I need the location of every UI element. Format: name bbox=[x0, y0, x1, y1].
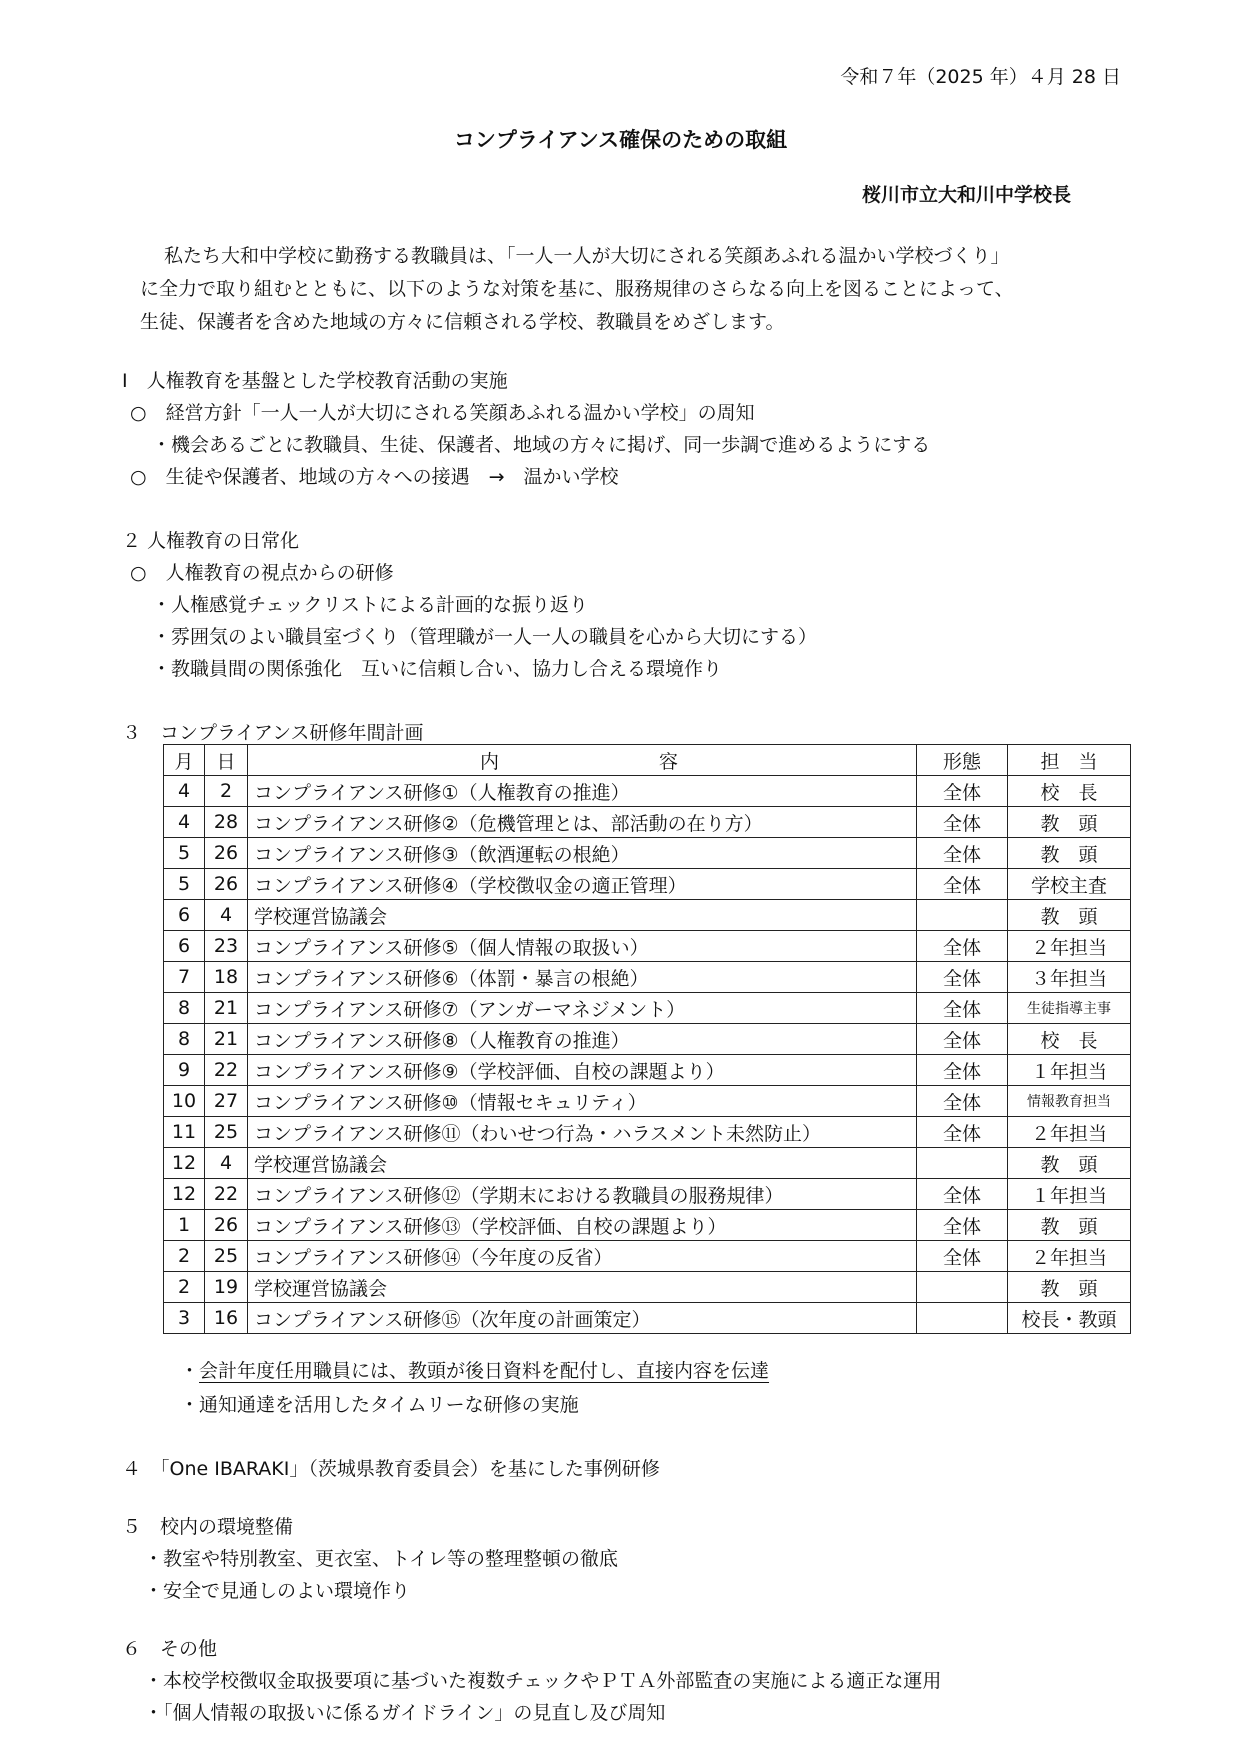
table-row bbox=[164, 900, 1131, 931]
cell-content: コンプライアンス研修⑦（アンガーマネジメント） bbox=[248, 993, 917, 1024]
cell-day: 21 bbox=[205, 993, 248, 1024]
table-row bbox=[164, 993, 1131, 1024]
section1-subitem: ・機会あるごとに教職員、生徒、保護者、地域の方々に掲げ、同一歩調で進めるようにする bbox=[152, 434, 931, 456]
cell-person: 教 頭 bbox=[1008, 1210, 1131, 1241]
cell-month: 1 bbox=[164, 1210, 205, 1241]
cell-month: 3 bbox=[164, 1303, 205, 1334]
column-header-day: 日 bbox=[205, 745, 248, 776]
column-header-form: 形態 bbox=[917, 745, 1008, 776]
table-header-row bbox=[164, 745, 1131, 776]
cell-person: １年担当 bbox=[1008, 1179, 1131, 1210]
cell-month: 12 bbox=[164, 1179, 205, 1210]
section3-heading: ３ コンプライアンス研修年間計画 bbox=[122, 722, 424, 744]
cell-form: 全体 bbox=[917, 1241, 1008, 1272]
cell-day: 22 bbox=[205, 1055, 248, 1086]
section1-heading: Ⅰ 人権教育を基盤とした学校教育活動の実施 bbox=[122, 370, 508, 392]
cell-form: 全体 bbox=[917, 1210, 1008, 1241]
cell-month: 9 bbox=[164, 1055, 205, 1086]
table-row bbox=[164, 1241, 1131, 1272]
cell-month: 5 bbox=[164, 869, 205, 900]
cell-content: コンプライアンス研修③（飲酒運転の根絶） bbox=[248, 838, 917, 869]
table-row bbox=[164, 807, 1131, 838]
table-row bbox=[164, 1024, 1131, 1055]
cell-person: 教 頭 bbox=[1008, 807, 1131, 838]
section2-heading: ２ 人権教育の日常化 bbox=[122, 530, 300, 552]
cell-month: 6 bbox=[164, 900, 205, 931]
column-header-month: 月 bbox=[164, 745, 205, 776]
cell-day: 27 bbox=[205, 1086, 248, 1117]
cell-day: 18 bbox=[205, 962, 248, 993]
cell-form bbox=[917, 900, 1008, 931]
section6-subitem: ・本校学校徴収金取扱要項に基づいた複数チェックやＰＴＡ外部監査の実施による適正な運用 bbox=[144, 1670, 942, 1692]
cell-content: コンプライアンス研修⑤（個人情報の取扱い） bbox=[248, 931, 917, 962]
cell-person: ２年担当 bbox=[1008, 1117, 1131, 1148]
cell-month: 4 bbox=[164, 807, 205, 838]
cell-person: 校長・教頭 bbox=[1008, 1303, 1131, 1334]
cell-person: ３年担当 bbox=[1008, 962, 1131, 993]
cell-month: 4 bbox=[164, 776, 205, 807]
table-row bbox=[164, 1117, 1131, 1148]
cell-form: 全体 bbox=[917, 1055, 1008, 1086]
table-row bbox=[164, 1086, 1131, 1117]
intro-line: 生徒、保護者を含めた地域の方々に信頼される学校、教職員をめざします。 bbox=[140, 311, 785, 333]
cell-person: 校 長 bbox=[1008, 1024, 1131, 1055]
cell-content: コンプライアンス研修⑫（学期末における教職員の服務規律） bbox=[248, 1179, 917, 1210]
cell-content: コンプライアンス研修⑮（次年度の計画策定） bbox=[248, 1303, 917, 1334]
table-row bbox=[164, 1303, 1131, 1334]
section2-subitem: ・教職員間の関係強化 互いに信頼し合い、協力し合える環境作り bbox=[152, 658, 723, 680]
cell-form: 全体 bbox=[917, 1086, 1008, 1117]
cell-form: 全体 bbox=[917, 1179, 1008, 1210]
intro-line: 私たち大和中学校に勤務する教職員は、「一人一人が大切にされる笑顔あふれる温かい学校づくり」 bbox=[164, 245, 1010, 267]
document-title: コンプライアンス確保のための取組 bbox=[453, 128, 788, 152]
cell-day: 28 bbox=[205, 807, 248, 838]
cell-content: 学校運営協議会 bbox=[248, 900, 917, 931]
cell-form: 全体 bbox=[917, 869, 1008, 900]
cell-day: 19 bbox=[205, 1272, 248, 1303]
table-row bbox=[164, 1055, 1131, 1086]
table-row bbox=[164, 776, 1131, 807]
cell-form bbox=[917, 1272, 1008, 1303]
section5-heading: ５ 校内の環境整備 bbox=[122, 1516, 294, 1538]
cell-content: 学校運営協議会 bbox=[248, 1272, 917, 1303]
intro-paragraph bbox=[140, 240, 1130, 339]
cell-person: 学校主査 bbox=[1008, 869, 1131, 900]
cell-content: コンプライアンス研修⑧（人権教育の推進） bbox=[248, 1024, 917, 1055]
cell-month: 5 bbox=[164, 838, 205, 869]
document-date: 令和７年（2025 年）４月 28 日 bbox=[840, 66, 1121, 88]
section2-item: ○ 人権教育の視点からの研修 bbox=[130, 562, 394, 584]
table-row bbox=[164, 1210, 1131, 1241]
cell-day: 22 bbox=[205, 1179, 248, 1210]
intro-line: に全力で取り組むとともに、以下のような対策を基に、服務規律のさらなる向上を図ることによって、 bbox=[140, 278, 1014, 300]
section3-note bbox=[180, 1356, 769, 1383]
cell-day: 26 bbox=[205, 1210, 248, 1241]
cell-day: 25 bbox=[205, 1241, 248, 1272]
table-row bbox=[164, 838, 1131, 869]
cell-form: 全体 bbox=[917, 993, 1008, 1024]
document-author: 桜川市立大和川中学校長 bbox=[862, 184, 1072, 206]
cell-form: 全体 bbox=[917, 807, 1008, 838]
cell-person: 教 頭 bbox=[1008, 900, 1131, 931]
cell-form bbox=[917, 1303, 1008, 1334]
cell-month: 10 bbox=[164, 1086, 205, 1117]
cell-month: 2 bbox=[164, 1272, 205, 1303]
section1-item: ○ 経営方針「一人一人が大切にされる笑顔あふれる温かい学校」の周知 bbox=[130, 402, 755, 424]
cell-day: 4 bbox=[205, 1148, 248, 1179]
cell-person: ２年担当 bbox=[1008, 1241, 1131, 1272]
cell-content: コンプライアンス研修⑭（今年度の反省） bbox=[248, 1241, 917, 1272]
table-row bbox=[164, 1179, 1131, 1210]
cell-day: 2 bbox=[205, 776, 248, 807]
cell-month: 11 bbox=[164, 1117, 205, 1148]
cell-day: 23 bbox=[205, 931, 248, 962]
table-row bbox=[164, 1272, 1131, 1303]
section3-note: ・通知通達を活用したタイムリーな研修の実施 bbox=[180, 1394, 579, 1416]
note-underlined-text: 会計年度任用職員には、教頭が後日資料を配付し、直接内容を伝達 bbox=[199, 1360, 770, 1382]
section2-subitem: ・人権感覚チェックリストによる計画的な振り返り bbox=[152, 594, 589, 616]
cell-person: 教 頭 bbox=[1008, 1272, 1131, 1303]
cell-content: コンプライアンス研修⑬（学校評価、自校の課題より） bbox=[248, 1210, 917, 1241]
section4-heading: ４ 「One IBARAKI」（茨城県教育委員会）を基にした事例研修 bbox=[122, 1458, 660, 1480]
cell-person: 生徒指導主事 bbox=[1008, 993, 1131, 1024]
section2-subitem: ・雰囲気のよい職員室づくり（管理職が一人一人の職員を心から大切にする） bbox=[152, 626, 818, 648]
cell-content: コンプライアンス研修⑪（わいせつ行為・ハラスメント未然防止） bbox=[248, 1117, 917, 1148]
cell-form bbox=[917, 1148, 1008, 1179]
table-row bbox=[164, 869, 1131, 900]
cell-form: 全体 bbox=[917, 776, 1008, 807]
table-row bbox=[164, 1148, 1131, 1179]
cell-form: 全体 bbox=[917, 1024, 1008, 1055]
cell-day: 26 bbox=[205, 869, 248, 900]
cell-form: 全体 bbox=[917, 838, 1008, 869]
cell-day: 25 bbox=[205, 1117, 248, 1148]
section5-subitem: ・安全で見通しのよい環境作り bbox=[144, 1580, 411, 1602]
section5-subitem: ・教室や特別教室、更衣室、トイレ等の整理整頓の徹底 bbox=[144, 1548, 619, 1570]
table-body bbox=[164, 776, 1131, 1334]
cell-content: コンプライアンス研修④（学校徴収金の適正管理） bbox=[248, 869, 917, 900]
cell-content: コンプライアンス研修⑨（学校評価、自校の課題より） bbox=[248, 1055, 917, 1086]
cell-month: 8 bbox=[164, 993, 205, 1024]
cell-person: ２年担当 bbox=[1008, 931, 1131, 962]
cell-content: コンプライアンス研修①（人権教育の推進） bbox=[248, 776, 917, 807]
cell-month: 2 bbox=[164, 1241, 205, 1272]
cell-month: 7 bbox=[164, 962, 205, 993]
training-plan-table bbox=[163, 744, 1131, 1334]
section6-heading: ６ その他 bbox=[122, 1638, 218, 1660]
cell-content: コンプライアンス研修⑩（情報セキュリティ） bbox=[248, 1086, 917, 1117]
cell-form: 全体 bbox=[917, 1117, 1008, 1148]
cell-month: 8 bbox=[164, 1024, 205, 1055]
cell-day: 16 bbox=[205, 1303, 248, 1334]
section1-item: ○ 生徒や保護者、地域の方々への接遇 → 温かい学校 bbox=[130, 466, 619, 488]
cell-person: 教 頭 bbox=[1008, 838, 1131, 869]
cell-day: 21 bbox=[205, 1024, 248, 1055]
column-header-person: 担 当 bbox=[1008, 745, 1131, 776]
column-header-content: 内容 bbox=[248, 745, 917, 776]
cell-content: 学校運営協議会 bbox=[248, 1148, 917, 1179]
cell-content: コンプライアンス研修⑥（体罰・暴言の根絶） bbox=[248, 962, 917, 993]
cell-content: コンプライアンス研修②（危機管理とは、部活動の在り方） bbox=[248, 807, 917, 838]
cell-person: 教 頭 bbox=[1008, 1148, 1131, 1179]
table-row bbox=[164, 962, 1131, 993]
cell-person: １年担当 bbox=[1008, 1055, 1131, 1086]
cell-person: 情報教育担当 bbox=[1008, 1086, 1131, 1117]
note-bullet: ・ bbox=[180, 1360, 200, 1382]
cell-month: 6 bbox=[164, 931, 205, 962]
cell-form: 全体 bbox=[917, 931, 1008, 962]
cell-day: 26 bbox=[205, 838, 248, 869]
cell-person: 校 長 bbox=[1008, 776, 1131, 807]
section6-subitem: ・「個人情報の取扱いに係るガイドライン」の見直し及び周知 bbox=[144, 1702, 666, 1724]
cell-day: 4 bbox=[205, 900, 248, 931]
cell-form: 全体 bbox=[917, 962, 1008, 993]
table-row bbox=[164, 931, 1131, 962]
cell-month: 12 bbox=[164, 1148, 205, 1179]
